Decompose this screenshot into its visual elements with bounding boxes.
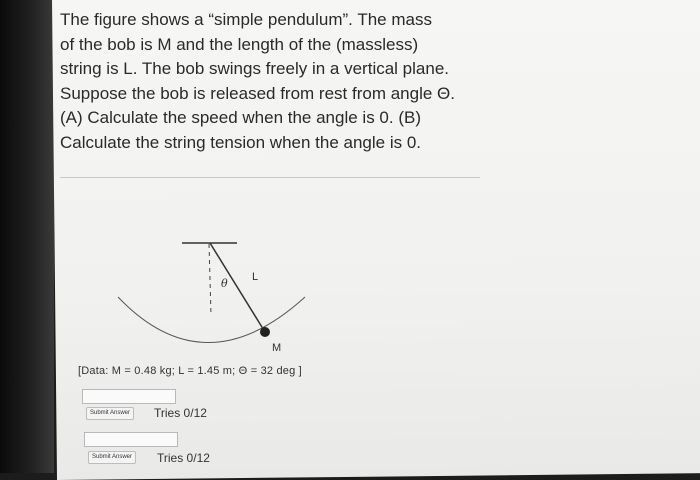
vertical-reference xyxy=(209,244,211,315)
divider xyxy=(60,177,480,178)
answer-input-a[interactable] xyxy=(82,389,176,404)
pendulum-figure xyxy=(100,230,320,360)
background-edge xyxy=(0,0,54,473)
swing-arc xyxy=(118,297,305,343)
mass-label: M xyxy=(272,342,282,354)
tries-counter-a: Tries 0/12 xyxy=(154,406,207,420)
pendulum-string xyxy=(210,243,265,332)
data-line: [Data: M = 0.48 kg; L = 1.45 m; Θ = 32 deg ] xyxy=(78,365,302,377)
tries-counter-b: Tries 0/12 xyxy=(157,451,210,465)
submit-answer-button-b[interactable]: Submit Answer xyxy=(88,451,136,464)
submit-answer-button-a[interactable]: Submit Answer xyxy=(86,407,134,420)
length-label: L xyxy=(252,271,259,283)
answer-input-b[interactable] xyxy=(84,432,178,447)
angle-label: θ xyxy=(221,277,228,290)
problem-statement: The figure shows a “simple pendulum”. The mass of the bob is M and the length of the (massless) string is L. The bob swings freely in a vertical plane. Suppose the bob is released from rest from angle Θ. (A) Calculate the speed when the angle is 0. (B) Calculate the string tension when the angle is 0. xyxy=(60,10,455,152)
pendulum-bob xyxy=(260,327,270,337)
